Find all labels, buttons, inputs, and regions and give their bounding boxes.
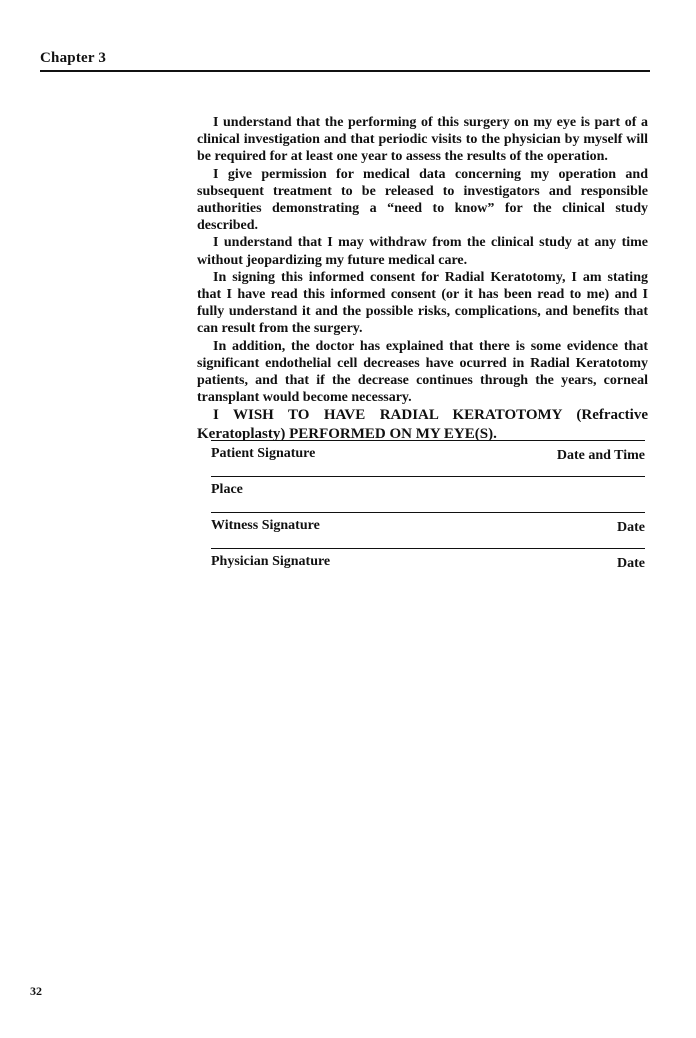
date-label: Date and Time: [556, 448, 645, 463]
paragraph: I understand that the performing of this surgery on my eye is part of a clinical investigation and that periodic visits to the physician by myself will be required for at least one year to assess the results of the operation.: [197, 115, 648, 165]
signature-label: Witness Signature: [211, 518, 320, 533]
paragraph: In addition, the doctor has explained that there is some evidence that significant endothelial cell decreases have ocurred in Radial Keratotomy patients, and that if the decrease continues through the years, corneal transplant would become necessary.: [197, 338, 648, 406]
signature-line-patient[interactable]: [211, 440, 645, 476]
date-label: Date: [617, 556, 645, 571]
signature-line-witness[interactable]: [211, 512, 645, 548]
signature-line-physician[interactable]: [211, 548, 645, 584]
signature-label: Patient Signature: [211, 446, 316, 461]
chapter-label: Chapter 3: [40, 50, 107, 66]
consent-statement: I WISH TO HAVE RADIAL KERATOTOMY (Refractive Keratoplasty) PERFORMED ON MY EYE(S).: [197, 407, 648, 443]
signature-label: Physician Signature: [211, 554, 331, 569]
page-number: 32: [30, 984, 42, 998]
chapter-header: [40, 50, 650, 72]
place-label: Place: [211, 482, 243, 497]
date-label: Date: [617, 520, 645, 535]
consent-text: [197, 114, 648, 444]
signature-block: [211, 440, 645, 584]
paragraph: I give permission for medical data concerning my operation and subsequent treatment to be released to investigators and responsible authorities demonstrating a “need to know” for the clinical study described.: [197, 166, 648, 234]
paragraph: In signing this informed consent for Radial Keratotomy, I am stating that I have read this informed consent (or it has been read to me) and I fully understand it and the possible risks, complications, and benefits that can result from the surgery.: [197, 269, 648, 337]
paragraph: I understand that I may withdraw from the clinical study at any time without jeopardizing my future medical care.: [197, 235, 648, 268]
signature-line-place[interactable]: [211, 476, 645, 512]
